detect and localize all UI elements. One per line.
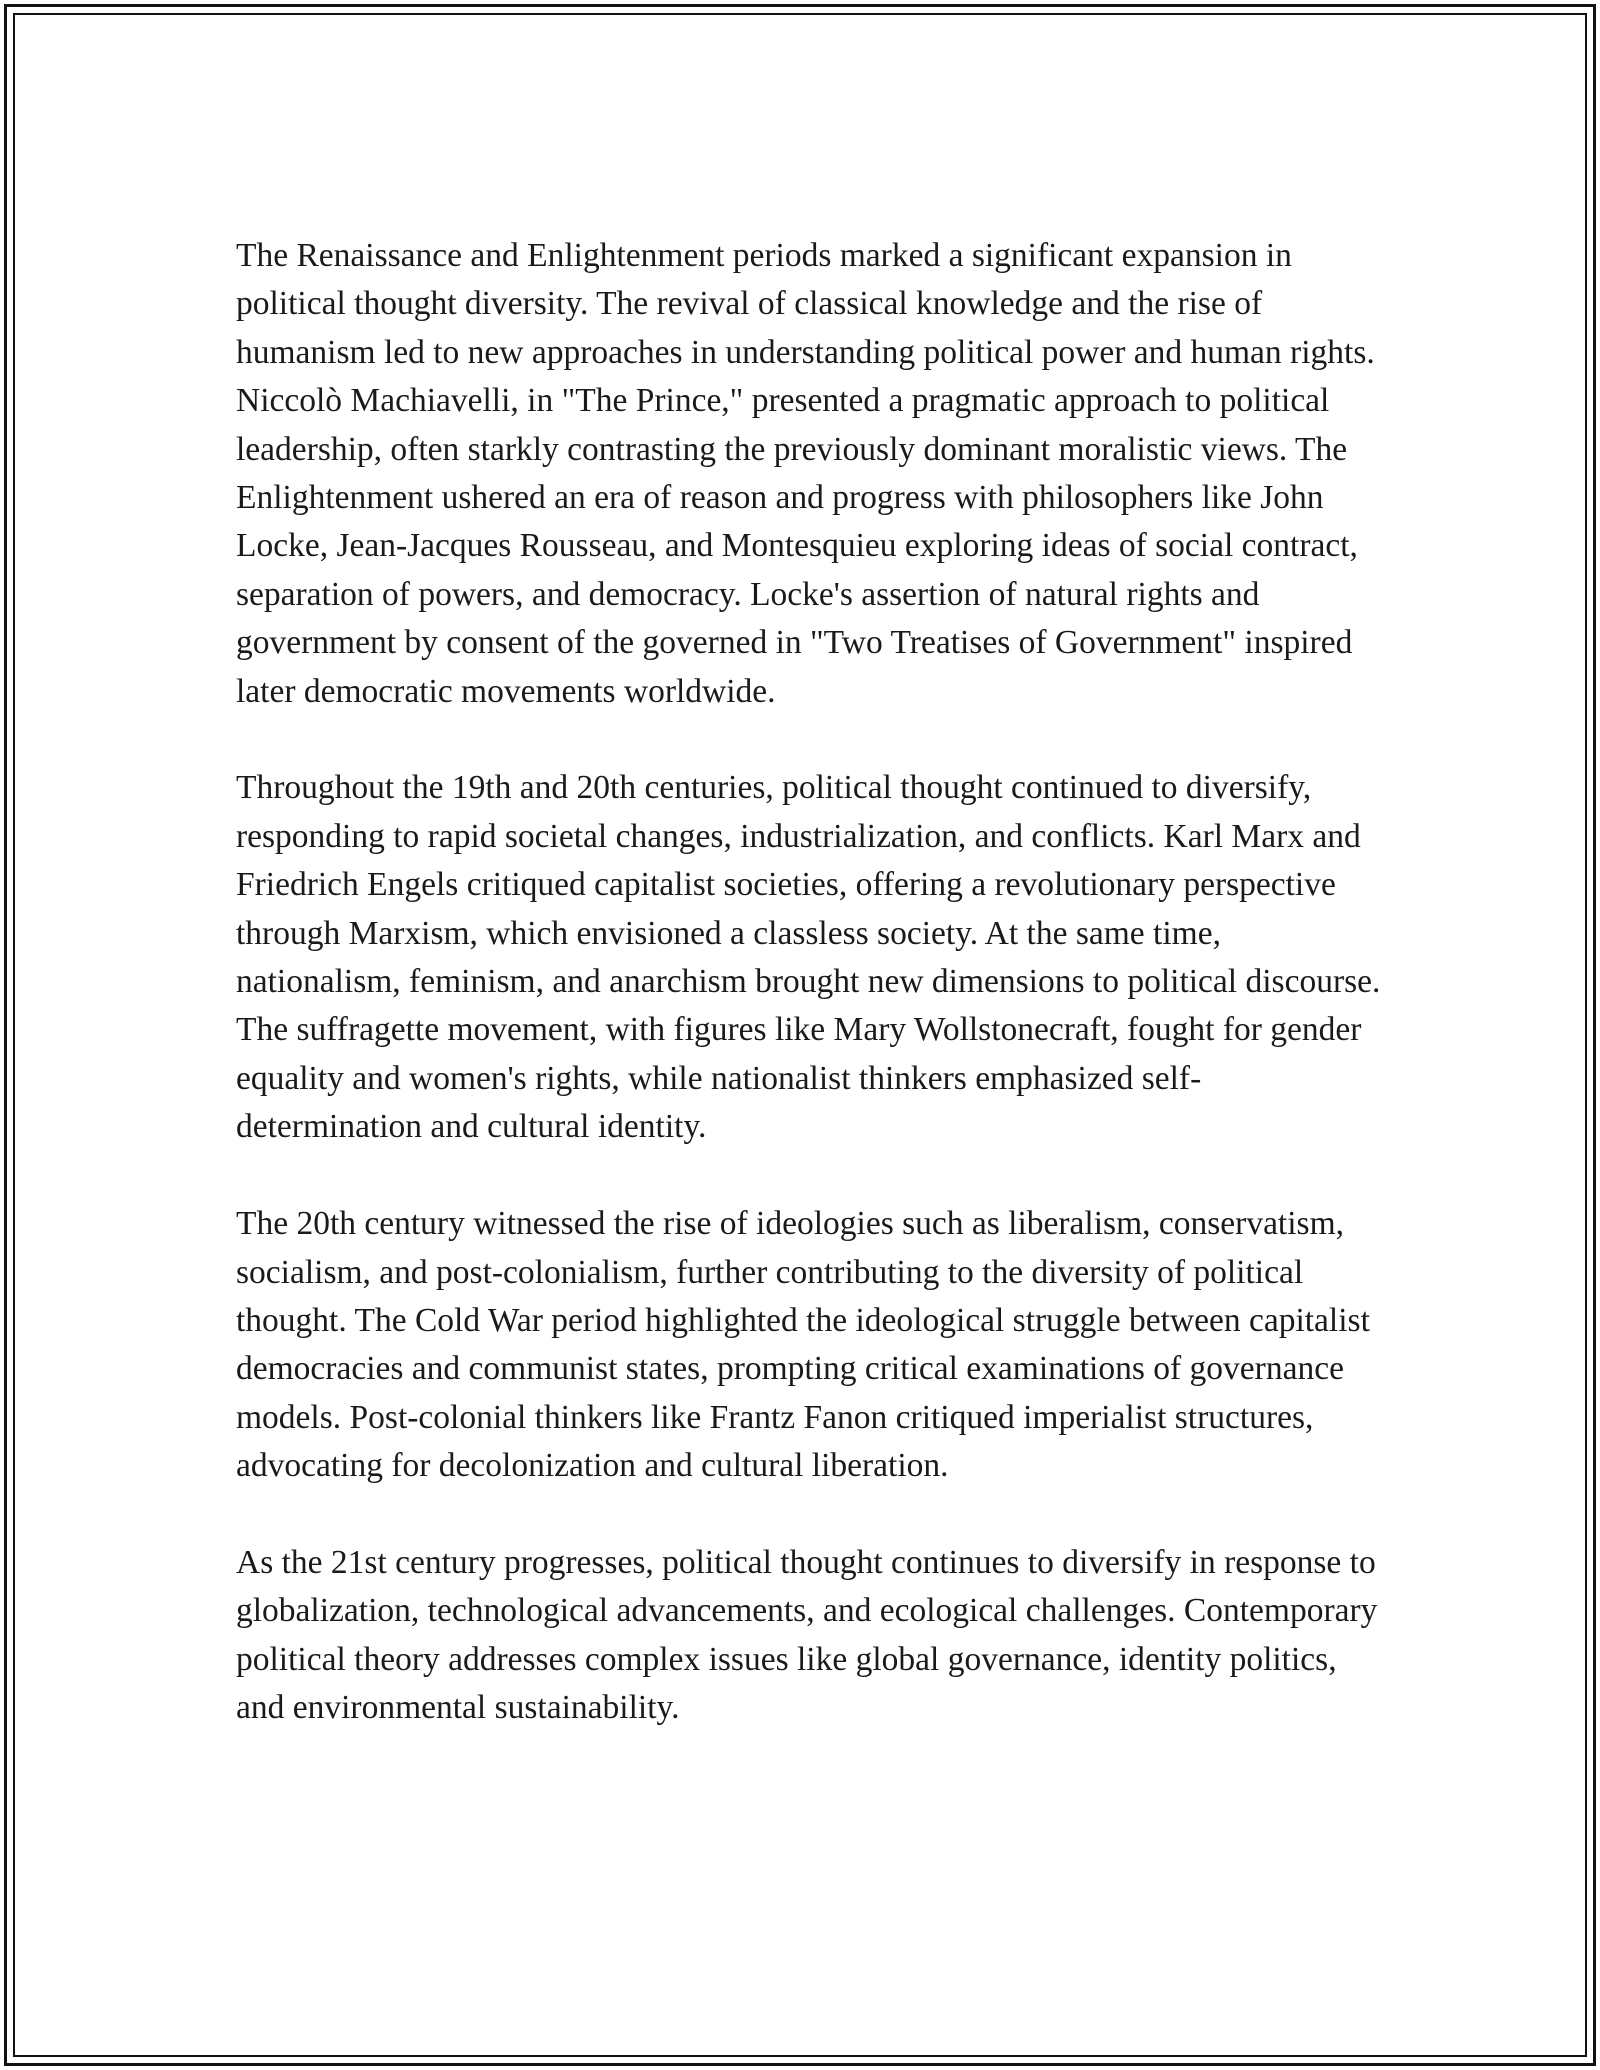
paragraph-19th-20th-centuries: Throughout the 19th and 20th centuries, political thought continued to diversify, responding to rapid societal changes, industrialization, and conflicts. Karl Marx and Friedrich Engels critiqued capitalist societies, offering a revolutionary perspective through Marxism, which envisioned a classless society. At the same time, nationalism, feminism, and anarchism brought new dimensions to political discourse. The suffragette movement, with figures like Mary Wollstonecraft, fought for gender equality and women's rights, while nationalist thinkers emphasized self-determination and cultural identity. bbox=[236, 769, 1381, 1146]
paragraph-21st-century: As the 21st century progresses, political thought continues to diversify in response to globalization, technological advancements, and ecological challenges. Contemporary political theory addresses complex issues like global governance, identity politics, and environmental sustainability. bbox=[236, 1543, 1378, 1727]
document-body bbox=[236, 232, 1386, 1733]
paragraph-20th-century-ideologies: The 20th century witnessed the rise of ideologies such as liberalism, conservatism, socialism, and post-colonialism, further contributing to the diversity of political thought. The Cold War period highlighted the ideological struggle between capitalist democracies and communist states, prompting critical examinations of governance models. Post-colonial thinkers like Frantz Fanon critiqued imperialist structures, advocating for decolonization and cultural liberation. bbox=[236, 1205, 1370, 1485]
paragraph-renaissance-enlightenment: The Renaissance and Enlightenment periods marked a significant expansion in political thought diversity. The revival of classical knowledge and the rise of humanism led to new approaches in understanding political power and human rights. Niccolò Machiavelli, in "The Prince," presented a pragmatic approach to political leadership, often starkly contrasting the previously dominant moralistic views. The Enlightenment ushered an era of reason and progress with philosophers like John Locke, Jean-Jacques Rousseau, and Montesquieu exploring ideas of social contract, separation of powers, and democracy. Locke's assertion of natural rights and government by consent of the governed in "Two Treatises of Government" inspired later democratic movements worldwide. bbox=[236, 237, 1375, 710]
